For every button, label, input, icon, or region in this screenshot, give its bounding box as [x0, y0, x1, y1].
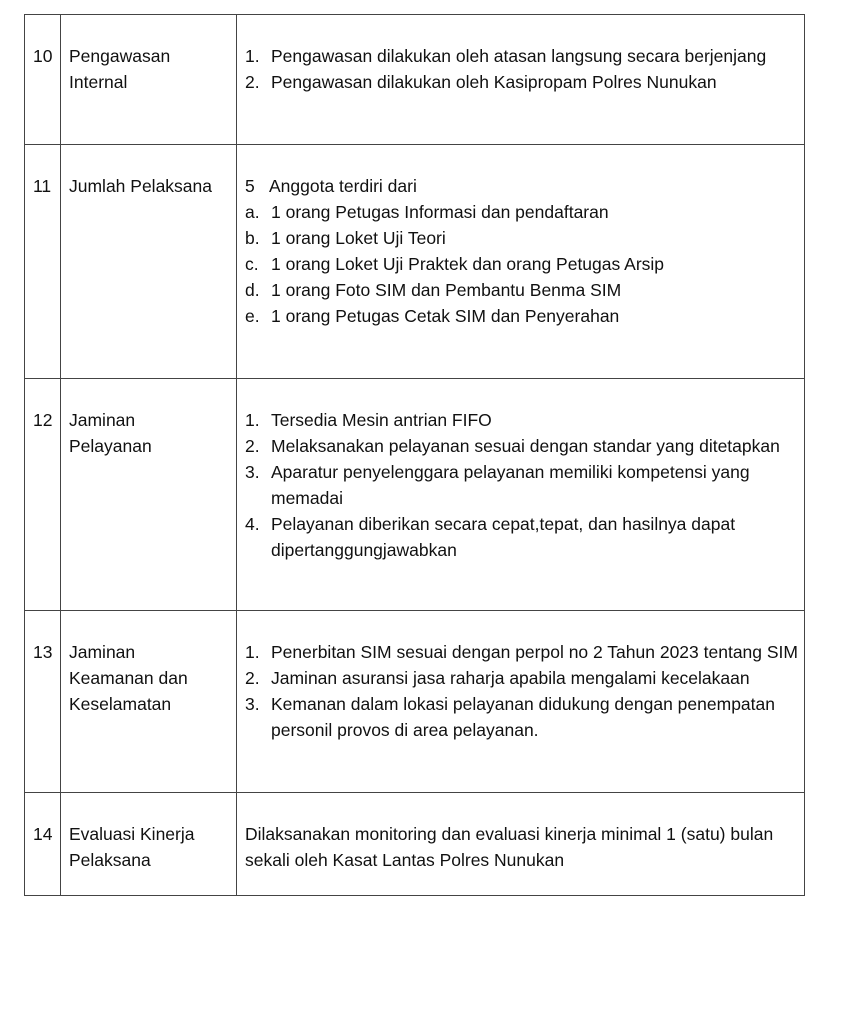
- row-content: [237, 145, 805, 379]
- row-content: [237, 793, 805, 896]
- list-marker: 2.: [245, 436, 260, 456]
- list-item: [245, 303, 800, 329]
- row-label: [61, 145, 237, 379]
- row-number: 11: [25, 145, 61, 379]
- list-item: [245, 433, 800, 459]
- list-marker: 1.: [245, 410, 260, 430]
- table-row: [25, 15, 805, 145]
- service-standard-table: [24, 14, 805, 896]
- row-label-line: Keamanan dan: [69, 668, 188, 688]
- list-item: [245, 639, 800, 665]
- row-label-line: Pelaksana: [69, 850, 151, 870]
- list-item: [245, 459, 800, 511]
- list-item-text: 1 orang Loket Uji Teori: [271, 228, 446, 248]
- row-number: 14: [25, 793, 61, 896]
- row-label-line: Jaminan: [69, 642, 136, 662]
- list-marker: 2.: [245, 668, 260, 688]
- row-paragraph: Dilaksanakan monitoring dan evaluasi kinerja minimal 1 (satu) bulan sekali oleh Kasat Lantas Polres Nunukan: [245, 824, 774, 870]
- row-number: 12: [25, 379, 61, 611]
- list-item-text: Aparatur penyelenggara pelayanan memiliki kompetensi yang memadai: [271, 462, 750, 508]
- row-label-line: Pelayanan: [69, 436, 152, 456]
- list-intro-text: Anggota terdiri dari: [269, 176, 417, 196]
- list-marker: 3.: [245, 462, 260, 482]
- list-item: [245, 251, 800, 277]
- row-content: [237, 611, 805, 793]
- row-number: 13: [25, 611, 61, 793]
- list-intro: [245, 173, 800, 199]
- row-label-line: Keselamatan: [69, 694, 172, 714]
- list-item-text: Tersedia Mesin antrian FIFO: [271, 410, 492, 430]
- row-label-line: Jumlah Pelaksana: [69, 176, 212, 196]
- list-item-text: Jaminan asuransi jasa raharja apabila mengalami kecelakaan: [271, 668, 750, 688]
- list-item: [245, 225, 800, 251]
- table-row: [25, 379, 805, 611]
- list-marker: 4.: [245, 514, 260, 534]
- row-label: [61, 15, 237, 145]
- list-marker: 3.: [245, 694, 260, 714]
- table-row: [25, 145, 805, 379]
- list-item: [245, 43, 800, 69]
- list-item: [245, 407, 800, 433]
- list-marker: 2.: [245, 72, 260, 92]
- list-item-text: Pengawasan dilakukan oleh Kasipropam Polres Nunukan: [271, 72, 717, 92]
- list-marker: a.: [245, 202, 260, 222]
- table-row: [25, 611, 805, 793]
- list-item-text: Penerbitan SIM sesuai dengan perpol no 2 Tahun 2023 tentang SIM: [271, 642, 798, 662]
- row-number: 10: [25, 15, 61, 145]
- list-marker: 1.: [245, 642, 260, 662]
- list-item-text: 1 orang Petugas Informasi dan pendaftaran: [271, 202, 609, 222]
- list-item-text: 1 orang Petugas Cetak SIM dan Penyerahan: [271, 306, 620, 326]
- row-label: [61, 611, 237, 793]
- list-item-text: Pelayanan diberikan secara cepat,tepat, dan hasilnya dapat dipertanggungjawabkan: [271, 514, 736, 560]
- list-marker: 1.: [245, 46, 260, 66]
- list-item-text: 1 orang Foto SIM dan Pembantu Benma SIM: [271, 280, 622, 300]
- row-label-line: Evaluasi Kinerja: [69, 824, 195, 844]
- row-label-line: Internal: [69, 72, 128, 92]
- row-content: [237, 15, 805, 145]
- list-marker: b.: [245, 228, 260, 248]
- row-label-line: Jaminan: [69, 410, 136, 430]
- row-label: [61, 793, 237, 896]
- list-item-text: Kemanan dalam lokasi pelayanan didukung dengan penempatan personil provos di area pelayanan.: [271, 694, 775, 740]
- list-item: [245, 69, 800, 95]
- list-item: [245, 511, 800, 563]
- list-marker: d.: [245, 280, 260, 300]
- list-item: [245, 691, 800, 743]
- list-item: [245, 199, 800, 225]
- row-label-line: Pengawasan: [69, 46, 171, 66]
- row-label: [61, 379, 237, 611]
- table-row: [25, 793, 805, 896]
- list-marker: 5: [245, 176, 255, 196]
- list-marker: e.: [245, 306, 260, 326]
- list-item-text: Pengawasan dilakukan oleh atasan langsung secara berjenjang: [271, 46, 767, 66]
- list-item: [245, 665, 800, 691]
- row-content: [237, 379, 805, 611]
- list-item: [245, 277, 800, 303]
- list-marker: c.: [245, 254, 259, 274]
- list-item-text: 1 orang Loket Uji Praktek dan orang Petugas Arsip: [271, 254, 665, 274]
- list-item-text: Melaksanakan pelayanan sesuai dengan standar yang ditetapkan: [271, 436, 780, 456]
